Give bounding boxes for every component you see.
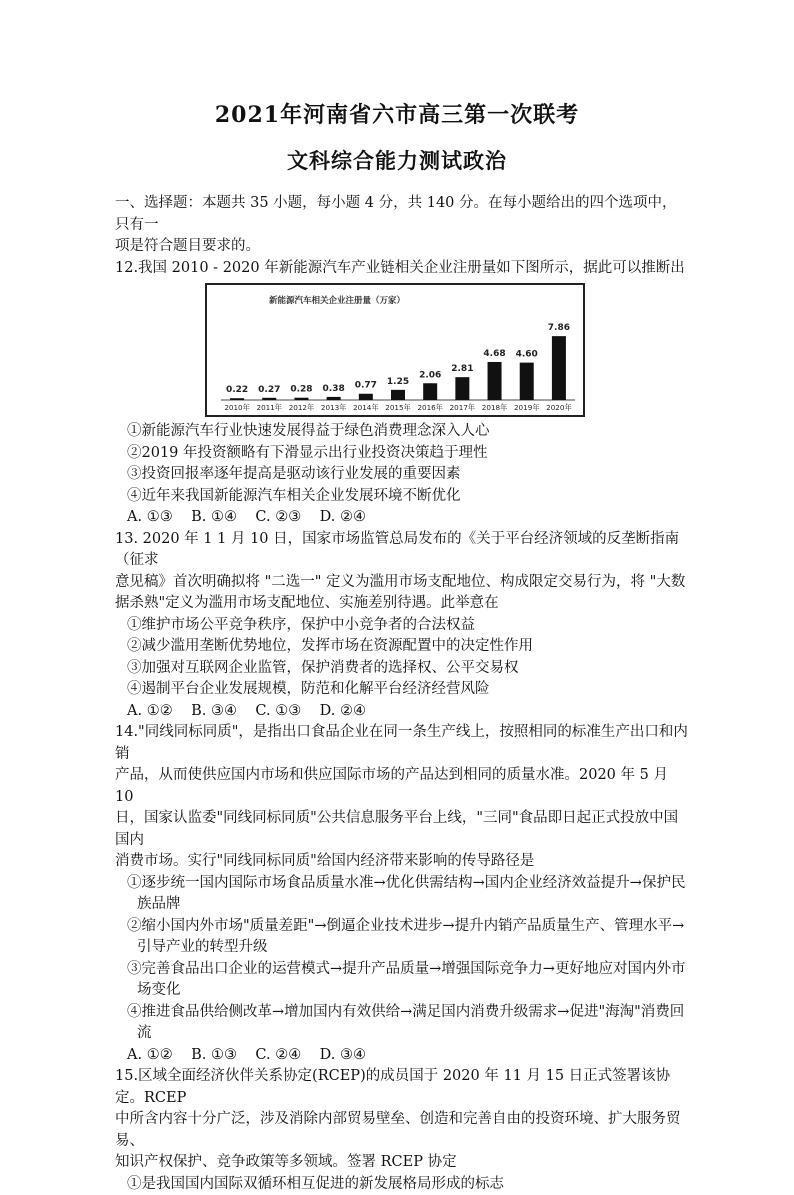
- q14-stem-line-1: 14."同线同标同质"，是指出口食品企业在同一条生产线上，按照相同的标准生产出口和内销: [115, 722, 690, 765]
- q14-option-3-cont: 场变化: [115, 980, 690, 1002]
- bar: [423, 383, 437, 400]
- x-tick-label: 2013年: [321, 403, 346, 412]
- bar-value-label: 4.68: [483, 349, 505, 359]
- x-tick-label: 2019年: [514, 403, 539, 412]
- q14-stem-line-4: 消费市场。实行"同线同标同质"给国内经济带来影响的传导路径是: [115, 851, 690, 873]
- section-instruction-line-1: 一、选择题：本题共 35 小题，每小题 4 分，共 140 分。在每小题给出的四个选项中，只有一: [115, 193, 690, 236]
- q14-answer-choices: A. ①② B. ①③ C. ②④ D. ③④: [115, 1045, 690, 1067]
- bar: [359, 394, 373, 400]
- q13-option-2: ②减少滥用垄断优势地位，发挥市场在资源配置中的决定性作用: [115, 636, 690, 658]
- bar-value-label: 2.81: [451, 364, 473, 374]
- bar: [262, 398, 276, 400]
- exam-title: 2021年河南省六市高三第一次联考: [0, 98, 794, 129]
- bar: [230, 398, 244, 400]
- bar-value-label: 0.22: [226, 385, 248, 395]
- q14-option-2: ②缩小国内外市场"质量差距"→倒逼企业技术进步→提升内销产品质量生产、管理水平→: [115, 916, 690, 938]
- bar-value-label: 0.38: [323, 384, 345, 394]
- bar-value-label: 4.60: [516, 350, 538, 360]
- bar-value-label: 2.06: [419, 370, 441, 380]
- q12-answer-choices: A. ①③ B. ①④ C. ②③ D. ②④: [115, 507, 690, 529]
- bar-value-label: 7.86: [548, 323, 570, 333]
- q14-option-1: ①逐步统一国内国际市场食品质量水准→优化供需结构→国内企业经济效益提升→保护民: [115, 873, 690, 895]
- bar: [552, 336, 566, 400]
- bar: [391, 390, 405, 400]
- q14-option-1-cont: 族品牌: [115, 894, 690, 916]
- q12-option-2: ②2019 年投资额略有下滑显示出行业投资决策趋于理性: [115, 443, 690, 465]
- x-tick-label: 2012年: [289, 403, 314, 412]
- x-tick-label: 2015年: [385, 403, 410, 412]
- bar-value-label: 0.28: [290, 385, 312, 395]
- bar-value-label: 1.25: [387, 377, 409, 387]
- bar-chart-svg: [207, 285, 583, 415]
- chart-title: 新能源汽车相关企业注册量（万家）: [269, 295, 405, 306]
- bar: [520, 363, 534, 400]
- q13-stem-line-1: 13. 2020 年 1 1 月 10 日，国家市场监管总局发布的《关于平台经济领域的反垄断指南（征求: [115, 529, 690, 572]
- x-tick-label: 2014年: [353, 403, 378, 412]
- bar-value-label: 0.77: [355, 381, 377, 391]
- x-tick-label: 2020年: [546, 403, 571, 412]
- q13-stem-line-2: 意见稿》首次明确拟将 "二选一" 定义为滥用市场支配地位、构成限定交易行为，将 "大数: [115, 572, 690, 594]
- q13-option-1: ①维护市场公平竞争秩序，保护中小竞争者的合法权益: [115, 615, 690, 637]
- q12-option-3: ③投资回报率逐年提高是驱动该行业发展的重要因素: [115, 464, 690, 486]
- q13-answer-choices: A. ①② B. ③④ C. ①③ D. ②④: [115, 701, 690, 723]
- exam-subtitle: 文科综合能力测试政治: [0, 145, 794, 175]
- q12-chart: [205, 283, 585, 417]
- q15-stem-line-3: 知识产权保护、竞争政策等多领域。签署 RCEP 协定: [115, 1152, 690, 1174]
- q14-option-4: ④推进食品供给侧改革→增加国内有效供给→满足国内消费升级需求→促进"海淘"消费回: [115, 1002, 690, 1024]
- q15-stem-line-2: 中所含内容十分广泛，涉及消除内部贸易壁垒、创造和完善自由的投资环境、扩大服务贸易、: [115, 1109, 690, 1152]
- q14-stem-line-3: 日，国家认监委"同线同标同质"公共信息服务平台上线，"三同"食品即日起正式投放中国国内: [115, 808, 690, 851]
- x-tick-label: 2010年: [224, 403, 249, 412]
- q13-option-4: ④遏制平台企业发展规模，防范和化解平台经济经营风险: [115, 679, 690, 701]
- bar: [327, 397, 341, 400]
- section-instruction-line-2: 项是符合题目要求的。: [115, 236, 690, 258]
- bar-value-label: 0.27: [258, 385, 280, 395]
- x-tick-label: 2016年: [417, 403, 442, 412]
- q14-option-4-cont: 流: [115, 1023, 690, 1045]
- exam-body: [115, 193, 690, 1195]
- q14-option-2-cont: 引导产业的转型升级: [115, 937, 690, 959]
- bar: [294, 398, 308, 400]
- q12-option-4: ④近年来我国新能源汽车相关企业发展环境不断优化: [115, 486, 690, 508]
- x-tick-label: 2011年: [257, 403, 282, 412]
- q14-stem-line-2: 产品，从而使供应国内市场和供应国际市场的产品达到相同的质量水准。2020 年 5 月 10: [115, 765, 690, 808]
- bar: [455, 377, 469, 400]
- q12-option-1: ①新能源汽车行业快速发展得益于绿色消费理念深入人心: [115, 421, 690, 443]
- x-tick-label: 2018年: [482, 403, 507, 412]
- q13-stem-line-3: 据杀熟"定义为滥用市场支配地位、实施差别待遇。此举意在: [115, 593, 690, 615]
- q15-option-1: ①是我国国内国际双循环相互促进的新发展格局形成的标志: [115, 1174, 690, 1195]
- q12-stem: 12.我国 2010 - 2020 年新能源汽车产业链相关企业注册量如下图所示，据此可以推断出: [115, 258, 690, 280]
- x-tick-label: 2017年: [450, 403, 475, 412]
- q13-option-3: ③加强对互联网企业监管，保护消费者的选择权、公平交易权: [115, 658, 690, 680]
- q15-stem-line-1: 15.区域全面经济伙伴关系协定(RCEP)的成员国于 2020 年 11 月 15 日正式签署该协定。RCEP: [115, 1066, 690, 1109]
- bar: [488, 362, 502, 400]
- q14-option-3: ③完善食品出口企业的运营模式→提升产品质量→增强国际竞争力→更好地应对国内外市: [115, 959, 690, 981]
